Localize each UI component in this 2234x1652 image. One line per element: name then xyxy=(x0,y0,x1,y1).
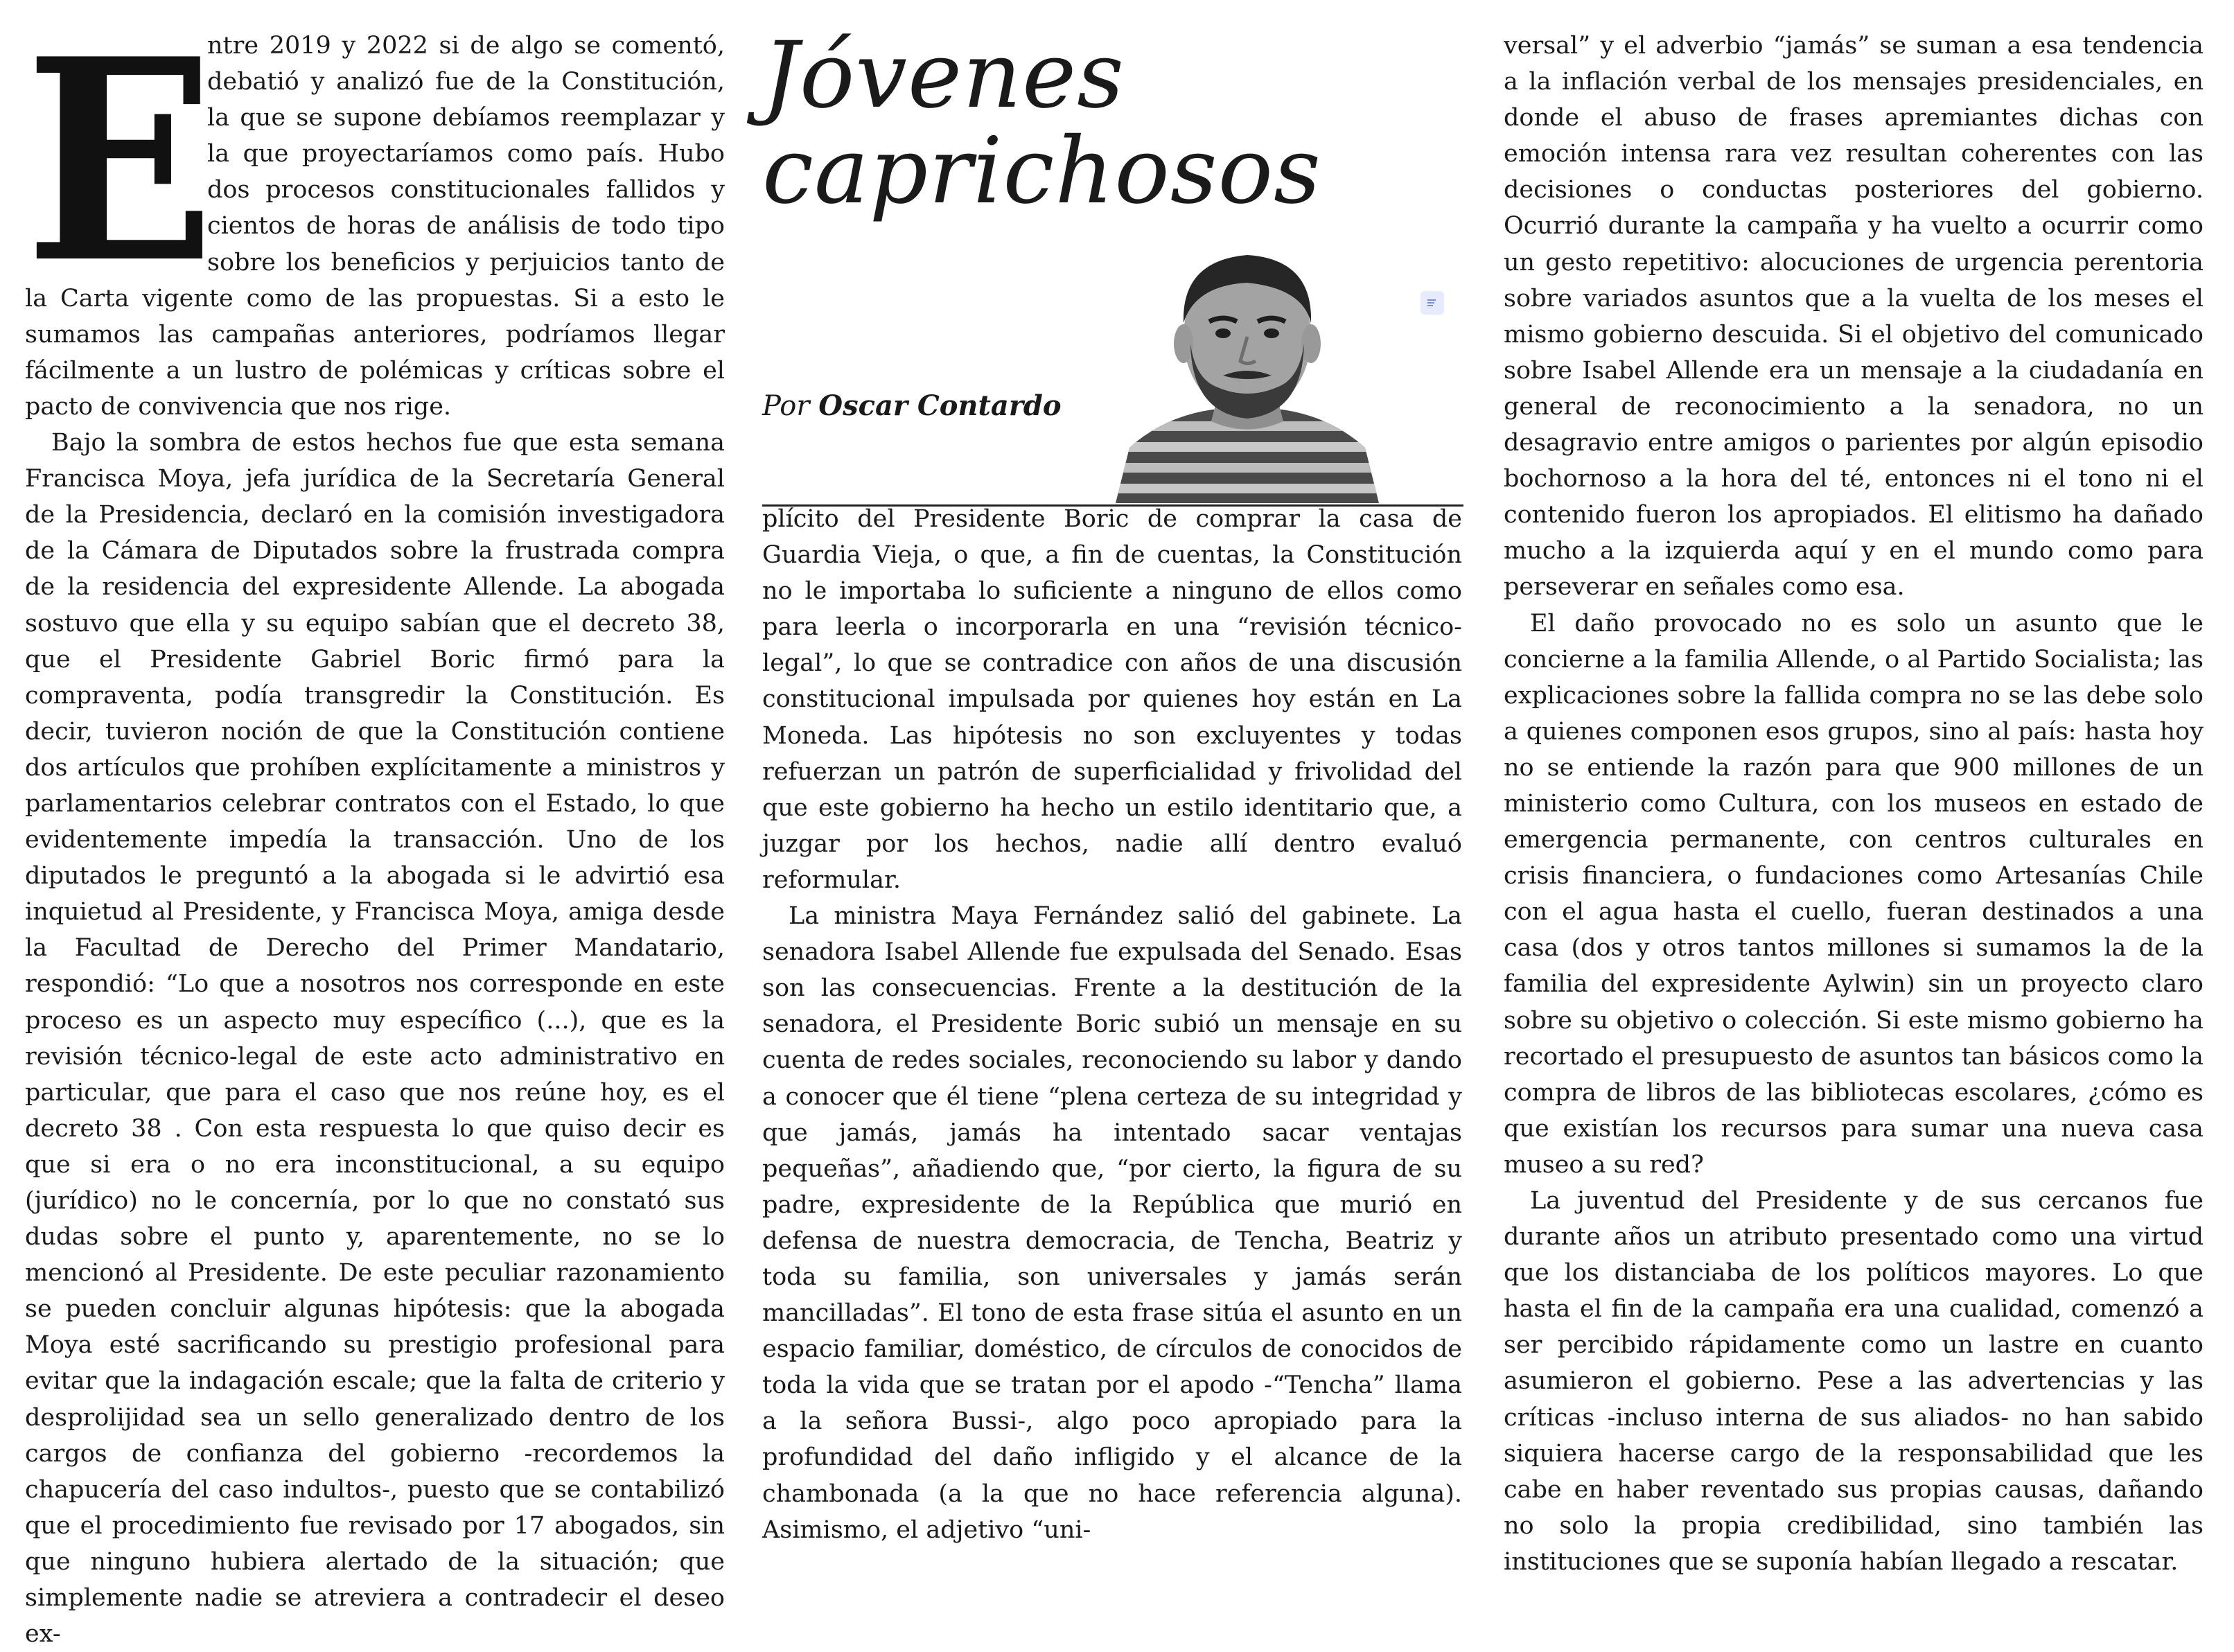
byline-author: Oscar Contardo xyxy=(818,389,1062,422)
author-portrait-illustration xyxy=(1102,240,1393,503)
title-line-1: Jóvenes xyxy=(762,22,1125,129)
note-icon[interactable] xyxy=(1421,291,1444,315)
paragraph: La juventud del Presidente y de sus cercanos fue durante años un atributo presentado como una virtud que los distanciaba de los políticos mayores. Lo que hasta el fin de la campaña era una cualidad, comenzó a ser percibido rápidamente como un lastre en cuanto asumieron el gobierno. Pese a las advertencias y las críticas -incluso interna de sus aliados- no han sabido siquiera hacerse cargo de la responsabilidad que les cabe en haber reventado sus propias causas, dañando no solo la propia credibilidad, sino también las instituciones que se suponía habían llegado a rescatar. xyxy=(1504,1187,2204,1576)
paragraph: plícito del Presidente Boric de comprar la casa de Guardia Vieja, o que, a fin de cuentas, la Constitución no le importaba lo suficiente a ninguno de ellos como para leerla o incorporarla en una “revisión técnico-legal”, lo que se contradice con años de una discusión constitucional impulsada por quienes hoy están en La Moneda. Las hipótesis no son excluyentes y todas refuerzan un patrón de superficialidad y frivolidad del que este gobierno ha hecho un estilo identitario que, a juzgar por los hechos, nadie allí dentro evaluó reformular. xyxy=(762,505,1462,894)
paragraph: ntre 2019 y 2022 si de algo se comentó, debatió y analizó fue de la Constitución, la que se supone debíamos reemplazar y la que proyectaríamos como país. Hubo dos procesos constitucionales fallidos y cientos de horas de análisis de todo tipo sobre los beneficios y perjuicios tanto de la Carta vigente como de las propuestas. Si a esto le sumamos las campañas anteriores, podríamos llegar fácilmente a un lustro de polémicas y críticas sobre el pacto de convivencia que nos rige. xyxy=(25,32,725,421)
byline xyxy=(762,389,1062,422)
paragraph: Bajo la sombra de estos hechos fue que esta semana Francisca Moya, jefa jurídica de la Secretaría General de la Presidencia, declaró en la comisión investigadora de la Cámara de Diputados sobre la frustrada compra de la residencia del expresidente Allende. La abogada sostuvo que ella y su equipo sabían que el decreto 38, que el Presidente Gabriel Boric firmó para la compraventa, podía transgredir la Constitución. Es decir, tuvieron noción de que la Constitución contiene dos artículos que prohíben explícitamente a ministros y parlamentarios celebrar contratos con el Estado, lo que evidentemente impedía la transacción. Uno de los diputados le preguntó a la abogada si le advirtió esa inquietud al Presidente, y Francisca Moya, amiga desde la Facultad de Derecho del Primer Mandatario, respondió: “Lo que a nosotros nos corresponde en este proceso es un aspecto muy específico (...), que es la revisión técnico-legal de este acto administrativo en particular, que para el caso que nos reúne hoy, es el decreto 38 . Con esta respuesta lo que quiso decir es que si era o no era inconstitucional, a su equipo (jurídico) no le concernía, por lo que no constató sus dudas sobre el punto y, aparentemente, no se lo mencionó al Presidente. De este peculiar razonamiento se pueden concluir algunas hipótesis: que la abogada Moya esté sacrificando su prestigio profesional para evitar que la indagación escale; que la falta de criterio y desprolijidad sea un sello generalizado dentro de los cargos de confianza del gobierno -recordemos la chapucería del caso indultos-, puesto que se contabilizó que el procedimiento fue revisado por 17 abogados, sin que ninguno hubiera alertado de la situación; que simplemente nadie se atreviera a contradecir el deseo ex- xyxy=(25,429,725,1649)
note-lines-glyph xyxy=(1426,297,1439,308)
byline-prefix: Por xyxy=(762,390,819,422)
paragraph: versal” y el adverbio “jamás” se suman a esa tendencia a la inflación verbal de los mensajes presidenciales, en donde el abuso de frases apremiantes dichas con emoción intensa rara vez resultan coherentes con las decisiones o conductas posteriores del gobierno. Ocurrió durante la campaña y ha vuelto a ocurrir como un gesto repetitivo: alocuciones de urgencia perentoria sobre variados asuntos que a la vuelta de los meses el mismo gobierno descuida. Si el objetivo del comunicado sobre Isabel Allende era un mensaje a la ciudadanía en general de reconocimiento a la senadora, no un desagravio entre amigos o parientes por algún episodio bochornoso a la hora del té, entonces ni el tono ni el contenido fueron los apropiados. El elitismo ha dañado mucho a la izquierda aquí y en el mundo como para perseverar en señales como esa. xyxy=(1504,32,2204,601)
paragraph: La ministra Maya Fernández salió del gabinete. La senadora Isabel Allende fue expulsada del Senado. Esas son las consecuencias. Frente a la destitución de la senadora, el Presidente Boric subió un mensaje en su cuenta de redes sociales, reconociendo su labor y dando a conocer que él tiene “plena certeza de su integridad y que jamás, jamás ha intentado sacar ventajas pequeñas”, añadiendo que, “por cierto, la figura de su padre, expresidente de la República que murió en defensa de nuestra democracia, de Tencha, Beatriz y toda su familia, son universales y jamás serán mancilladas”. El tono de esta frase sitúa el asunto en un espacio familiar, doméstico, de círculos de conocidos de toda la vida que se tratan por el apodo -“Tencha” llama a la señora Bussi-, algo poco apropiado para la profundidad del daño infligido y el alcance de la chambonada (a la que no hace referencia alguna). Asimismo, el adjetivo “uni- xyxy=(762,902,1462,1544)
drop-cap: E xyxy=(25,0,216,324)
article-column-2 xyxy=(762,501,1462,1548)
article-column-1 xyxy=(25,0,725,1652)
title-line-2: caprichosos xyxy=(762,118,1321,225)
article-column-3 xyxy=(1504,28,2204,1580)
paragraph: El daño provocado no es solo un asunto que le concierne a la familia Allende, o al Partido Socialista; las explicaciones sobre la fallida compra no se las debe solo a quienes componen esos grupos, sino al país: hasta hoy no se entiende la razón para que 900 millones de un ministerio como Cultura, con los museos en estado de emergencia permanente, con centros culturales en crisis financiera, o fundaciones como Artesanías Chile con el agua hasta el cuello, fueran destinados a una casa (dos y otros tantos millones si sumamos la de la familia del expresidente Aylwin) sin un proyecto claro sobre su objetivo o colección. Si este mismo gobierno ha recortado el presupuesto de asuntos tan básicos como la compra de libros de las bibliotecas escolares, ¿cómo es que existían los recursos para sumar una nueva casa museo a su red? xyxy=(1504,609,2204,1179)
author-portrait xyxy=(1102,240,1393,503)
article-title xyxy=(762,22,1462,225)
